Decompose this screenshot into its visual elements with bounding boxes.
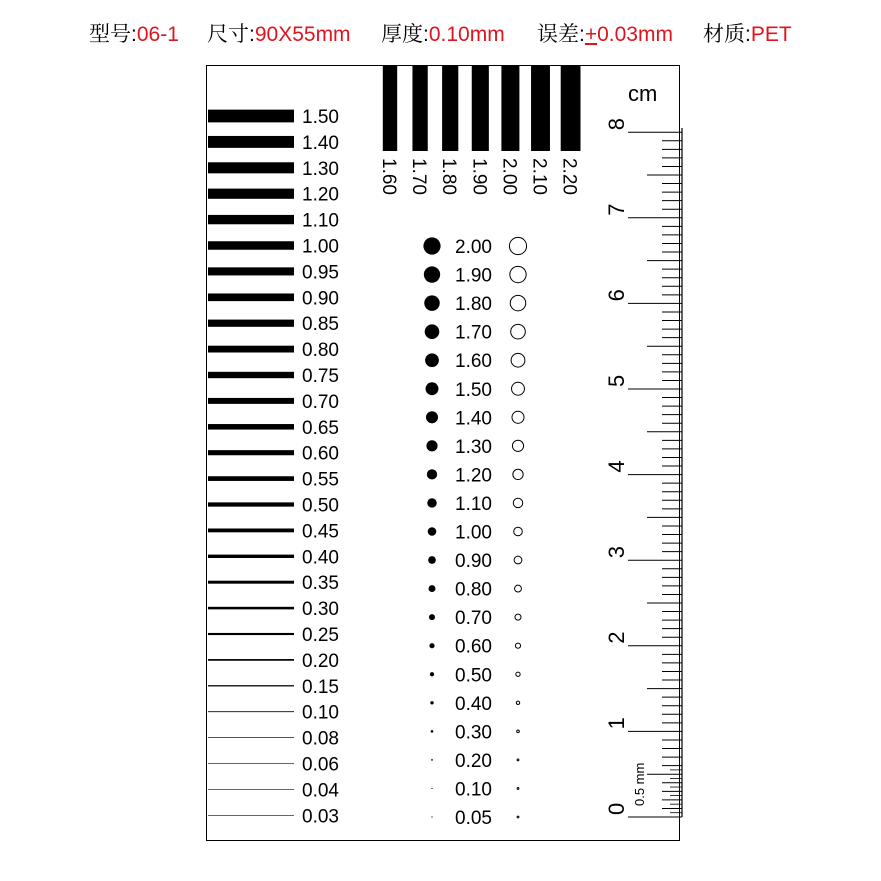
ruler-number-2: 2 [604,631,629,644]
line-width-bar-0 [208,110,294,123]
line-width-label-22: 0.15 [302,676,339,698]
filled-dot-9 [427,498,436,507]
line-width-bar-6 [208,267,294,275]
filled-dot-13 [429,614,435,620]
ruler-number-3: 3 [604,545,629,559]
dot-label-3: 1.70 [455,322,492,344]
line-width-bar-14 [208,476,294,481]
line-width-bar-21 [208,659,294,661]
ruler-number-0: 0 [604,802,629,815]
line-width-label-12: 0.65 [302,417,339,439]
vertical-bar-1 [412,66,427,151]
line-width-bar-27 [208,815,294,816]
hollow-dot-18 [517,759,519,761]
ruler-number-6: 6 [604,289,629,302]
line-width-label-0: 1.50 [302,107,339,128]
hollow-dot-20 [517,816,519,818]
line-width-label-10: 0.75 [302,366,339,387]
ruler-number-1: 1 [604,717,629,730]
line-width-label-8: 0.85 [302,314,339,336]
line-width-bar-19 [208,607,294,610]
vertical-bar-6 [561,66,581,151]
line-width-label-7: 0.90 [302,288,339,310]
line-width-label-16: 0.45 [302,521,339,543]
line-width-label-25: 0.06 [302,754,339,776]
line-width-label-1: 1.40 [302,132,339,154]
line-width-bar-22 [208,685,294,686]
filled-dot-7 [426,440,437,451]
line-width-bar-5 [208,241,294,250]
dot-label-6: 1.40 [455,408,492,430]
line-width-label-4: 1.10 [302,210,339,232]
filled-dot-10 [428,527,437,536]
filled-dot-2 [424,295,439,310]
hollow-dot-9 [513,498,522,507]
filled-dot-20 [431,816,432,817]
dot-label-14: 0.60 [455,636,492,658]
filled-dot-12 [429,585,436,592]
filled-dot-11 [428,556,436,564]
vertical-bar-label-3: 1.90 [468,158,490,195]
line-width-label-13: 0.60 [302,443,339,465]
dot-label-15: 0.50 [455,665,492,687]
filled-dot-5 [426,382,439,395]
model-label: 型号: [89,23,137,46]
size-label: 尺寸: [207,23,255,46]
line-width-bar-16 [208,528,294,532]
vertical-bar-5 [531,66,550,151]
cm-ruler [604,81,682,817]
ruler-sub-label: 0.5 mm [632,762,647,806]
vertical-bar-gauge [378,66,581,195]
line-width-label-19: 0.30 [302,599,339,621]
line-width-label-20: 0.25 [302,625,339,646]
line-width-label-15: 0.50 [302,495,339,517]
tolerance-value: 0.03mm [597,23,673,46]
vertical-bar-4 [501,66,519,151]
hollow-dot-2 [510,295,525,310]
dot-label-18: 0.20 [455,750,492,772]
model-value: 06-1 [136,23,179,46]
tolerance-label: 误差: [537,23,585,46]
filled-dot-6 [426,411,438,423]
hollow-dot-11 [514,556,522,564]
line-width-bar-2 [208,162,294,173]
filled-dot-1 [424,266,440,282]
hollow-dot-13 [515,614,521,620]
line-width-bar-12 [208,424,294,430]
line-width-label-18: 0.35 [302,573,339,595]
line-width-bar-25 [208,763,294,764]
dot-label-13: 0.70 [455,608,492,630]
dot-label-1: 1.90 [455,265,492,287]
line-width-label-6: 0.95 [302,262,339,284]
dot-label-8: 1.20 [455,465,492,487]
line-width-gauge [208,107,339,827]
vertical-bar-label-4: 2.00 [498,158,520,195]
hollow-dot-6 [512,411,524,423]
line-width-label-5: 1.00 [302,236,339,258]
ruler-number-7: 7 [604,203,629,216]
line-width-bar-23 [208,711,294,712]
thickness-value: 0.10mm [428,23,505,46]
hollow-dot-3 [511,324,526,339]
line-width-bar-9 [208,346,294,353]
dot-size-gauge [423,237,526,829]
vertical-bar-2 [442,66,458,151]
dot-label-0: 2.00 [455,237,492,258]
hollow-dot-19 [517,788,519,790]
dot-label-2: 1.80 [455,294,492,316]
dot-label-7: 1.30 [455,436,492,458]
vertical-bar-label-1: 1.70 [408,158,430,195]
filled-dot-8 [427,469,437,479]
vertical-bar-label-0: 1.60 [378,158,399,195]
material-label: 材质: [703,23,751,46]
vertical-bar-3 [472,66,489,151]
hollow-dot-8 [513,469,523,479]
line-width-bar-3 [208,189,294,199]
ruler-number-8: 8 [604,117,629,131]
hollow-dot-15 [516,672,520,676]
size-value: 90X55mm [254,23,351,46]
dot-label-19: 0.10 [455,779,492,801]
ruler-number-4: 4 [604,460,629,473]
line-width-bar-4 [208,215,294,224]
line-width-bar-8 [208,320,294,327]
vertical-bar-label-2: 1.80 [438,158,460,195]
tolerance-sign: + [584,23,598,46]
vertical-bar-label-6: 2.20 [558,158,580,195]
hollow-dot-0 [509,237,526,254]
line-width-bar-26 [208,789,294,790]
line-width-bar-18 [208,581,294,584]
line-width-bar-10 [208,372,294,378]
vertical-bar-0 [383,66,397,151]
hollow-dot-10 [514,527,523,536]
line-width-label-21: 0.20 [302,650,339,672]
vertical-bar-label-5: 2.10 [528,158,550,195]
line-width-label-11: 0.70 [302,391,339,413]
line-width-label-3: 1.20 [302,184,339,206]
filled-dot-19 [431,788,432,789]
hollow-dot-7 [512,440,523,451]
dot-label-17: 0.30 [455,722,492,744]
hollow-dot-12 [515,585,522,592]
line-width-bar-24 [208,737,294,738]
filled-dot-3 [425,324,440,339]
hollow-dot-16 [516,701,519,704]
line-width-bar-7 [208,293,294,301]
line-width-bar-13 [208,450,294,455]
line-width-label-27: 0.03 [302,806,339,828]
filled-dot-0 [423,237,440,254]
line-width-bar-1 [208,136,294,148]
thickness-label: 厚度: [381,23,429,46]
line-width-bar-20 [208,633,294,635]
dot-label-4: 1.60 [455,351,492,373]
filled-dot-16 [430,701,433,704]
hollow-dot-5 [512,382,525,395]
line-width-bar-15 [208,502,294,506]
material-value: PET [750,23,792,46]
hollow-dot-14 [515,643,520,648]
hollow-dot-4 [511,353,525,367]
line-width-label-17: 0.40 [302,547,339,569]
dot-label-5: 1.50 [455,379,492,401]
dot-label-9: 1.10 [455,493,492,515]
dot-label-10: 1.00 [455,522,492,544]
dot-label-20: 0.05 [455,808,492,829]
filled-dot-4 [425,353,439,367]
filled-dot-14 [429,643,434,648]
dot-label-16: 0.40 [455,693,492,715]
line-width-label-14: 0.55 [302,469,339,491]
hollow-dot-1 [510,266,526,282]
line-width-label-23: 0.10 [302,702,339,724]
line-width-bar-11 [208,398,294,404]
filled-dot-17 [431,730,434,733]
line-width-label-9: 0.80 [302,340,339,362]
line-width-label-26: 0.04 [302,780,339,802]
dot-label-12: 0.80 [455,579,492,601]
ruler-number-5: 5 [604,374,629,387]
dot-label-11: 0.90 [455,551,492,573]
ruler-unit-label: cm [628,81,658,106]
hollow-dot-17 [517,730,520,733]
filled-dot-15 [430,672,434,676]
line-width-label-24: 0.08 [302,728,339,750]
line-width-label-2: 1.30 [302,158,339,180]
line-width-bar-17 [208,555,294,558]
filled-dot-18 [431,759,433,761]
